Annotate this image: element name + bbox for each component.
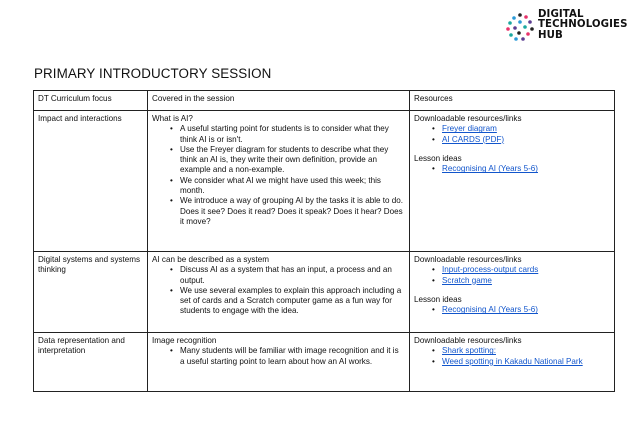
covered-heading: What is AI? <box>152 114 193 123</box>
table-header-row <box>34 91 615 111</box>
resources-cell <box>410 252 615 333</box>
resources-heading: Downloadable resources/links <box>414 336 522 345</box>
session-table <box>33 90 615 392</box>
spacer <box>414 286 610 295</box>
logo-line-3: HUB <box>538 29 563 41</box>
logo-line-2: TECHNOLOGIES <box>538 19 628 31</box>
scratch-game-link[interactable]: Scratch game <box>442 275 492 285</box>
list-item <box>442 124 610 134</box>
focus-cell <box>34 252 148 333</box>
header-curriculum-focus: DT Curriculum focus <box>34 91 148 111</box>
resources-heading: Downloadable resources/links <box>414 255 522 264</box>
lesson-ideas-heading: Lesson ideas <box>414 294 462 304</box>
covered-heading: AI can be described as a system <box>152 255 269 264</box>
list-item: • Many students will be familiar with image recognition and it is a useful starting point to learn about how an AI works. <box>180 346 405 367</box>
resources-list <box>414 265 610 286</box>
resources-cell <box>410 333 615 392</box>
recognising-ai-link[interactable]: Recognising AI (Years 5-6) <box>442 164 538 174</box>
covered-cell <box>148 111 410 252</box>
covered-cell <box>148 252 410 333</box>
resources-list <box>414 124 610 145</box>
resources-list <box>414 346 610 367</box>
page-title: PRIMARY INTRODUCTORY SESSION <box>34 66 272 81</box>
list-item <box>442 346 610 356</box>
logo-line-1: DIGITAL <box>538 9 584 20</box>
ai-cards-link[interactable]: AI CARDS (PDF) <box>442 134 505 144</box>
covered-cell <box>148 333 410 392</box>
logo-wordmark <box>538 10 628 41</box>
focus-text: Impact and interactions <box>38 114 122 123</box>
lesson-ideas-list <box>414 164 610 174</box>
list-item: • A useful starting point for students is to consider what they think AI is or isn't. <box>180 124 405 145</box>
list-item <box>442 265 610 275</box>
shark-spotting-link[interactable]: Shark spotting: <box>442 346 496 356</box>
list-item: • Discuss AI as a system that has an input, a process and an output. <box>180 265 405 286</box>
list-item <box>442 305 610 315</box>
digital-technologies-hub-logo <box>505 8 635 44</box>
lesson-ideas-list <box>414 305 610 315</box>
focus-text: Data representation and interpretation <box>38 336 125 356</box>
covered-list <box>152 346 405 367</box>
list-item: • We introduce a way of grouping AI by the tasks it is able to do. Does it see? Does it read? Does it speak? Does it hear? Does it move? <box>180 196 405 227</box>
freyer-diagram-link[interactable]: Freyer diagram <box>442 124 497 134</box>
focus-cell <box>34 111 148 252</box>
lesson-ideas-heading: Lesson ideas <box>414 153 462 163</box>
header-resources: Resources <box>410 91 615 111</box>
focus-cell <box>34 333 148 392</box>
list-item: • Use the Freyer diagram for students to describe what they think an AI is, they write their own definition, provide an example and a non-example. <box>180 145 405 176</box>
header-covered: Covered in the session <box>148 91 410 111</box>
focus-text: Digital systems and systems thinking <box>38 255 141 275</box>
list-item <box>442 164 610 174</box>
covered-list <box>152 124 405 227</box>
list-item <box>442 276 610 286</box>
list-item: • We use several examples to explain this approach including a set of cards and a Scratch computer game as a fun way for students to engage with the idea. <box>180 286 405 317</box>
resources-cell <box>410 111 615 252</box>
covered-list <box>152 265 405 316</box>
list-item <box>442 357 610 367</box>
covered-heading: Image recognition <box>152 336 217 345</box>
weed-spotting-link[interactable]: Weed spotting in Kakadu National Park <box>442 356 583 366</box>
dotted-logo-icon <box>505 12 535 42</box>
table-row <box>34 252 615 333</box>
resources-heading: Downloadable resources/links <box>414 114 522 123</box>
list-item <box>442 135 610 145</box>
input-process-output-cards-link[interactable]: Input-process-output cards <box>442 265 539 275</box>
table-row <box>34 333 615 392</box>
list-item: • We consider what AI we might have used this week; this month. <box>180 176 405 197</box>
spacer <box>414 145 610 154</box>
recognising-ai-link[interactable]: Recognising AI (Years 5-6) <box>442 305 538 315</box>
table-row <box>34 111 615 252</box>
